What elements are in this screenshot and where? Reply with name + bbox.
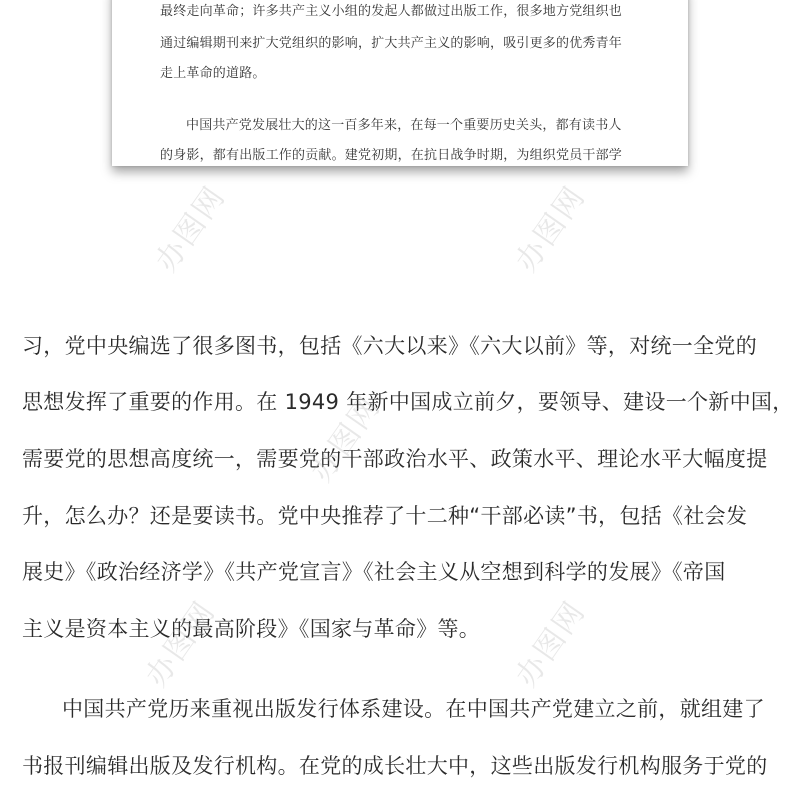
- watermark: 办图网: [304, 389, 388, 489]
- body-text-line: 展史》《政治经济学》《共产党宣言》《社会主义从空想到科学的发展》《帝国: [22, 560, 726, 584]
- body-text-line: 需要党的思想高度统一，需要党的干部政治水平、政策水平、理论水平大幅度提: [22, 447, 768, 471]
- card-text-line: 最终走向革命；许多共产主义小组的发起人都做过出版工作，很多地方党组织也: [160, 4, 623, 19]
- card-text-line: 通过编辑期刊来扩大党组织的影响，扩大共产主义的影响，吸引更多的优秀青年: [160, 36, 623, 51]
- card-text-line: 中国共产党发展壮大的这一百多年来，在每一个重要历史关头，都有读书人: [186, 118, 622, 133]
- body-text-line: 书报刊编辑出版及发行机构。在党的成长壮大中，这些出版发行机构服务于党的: [22, 754, 768, 778]
- watermark: 办图网: [139, 594, 223, 694]
- body-text-line: 中国共产党历来重视出版发行体系建设。在中国共产党建立之前，就组建了: [62, 697, 765, 721]
- card-text-line: 的身影，都有出版工作的贡献。建党初期，在抗日战争时期，为组织党员干部学: [160, 148, 623, 163]
- excerpt-card: [112, 0, 688, 166]
- watermark: 办图网: [509, 594, 593, 694]
- body-text-line: 升，怎么办？还是要读书。党中央推荐了十二种“干部必读”书，包括《社会发: [22, 504, 748, 528]
- body-text-line: 习，党中央编选了很多图书，包括《六大以来》《六大以前》等，对统一全党的: [22, 334, 757, 358]
- body-text-line: 思想发挥了重要的作用。在 1949 年新中国成立前夕，要领导、建设一个新中国，: [22, 390, 794, 414]
- body-text-line: 主义是资本主义的最高阶段》《国家与革命》等。: [22, 617, 481, 641]
- card-text-line: 走上革命的道路。: [160, 66, 266, 81]
- watermark: 办图网: [149, 179, 233, 279]
- watermark: 办图网: [509, 179, 593, 279]
